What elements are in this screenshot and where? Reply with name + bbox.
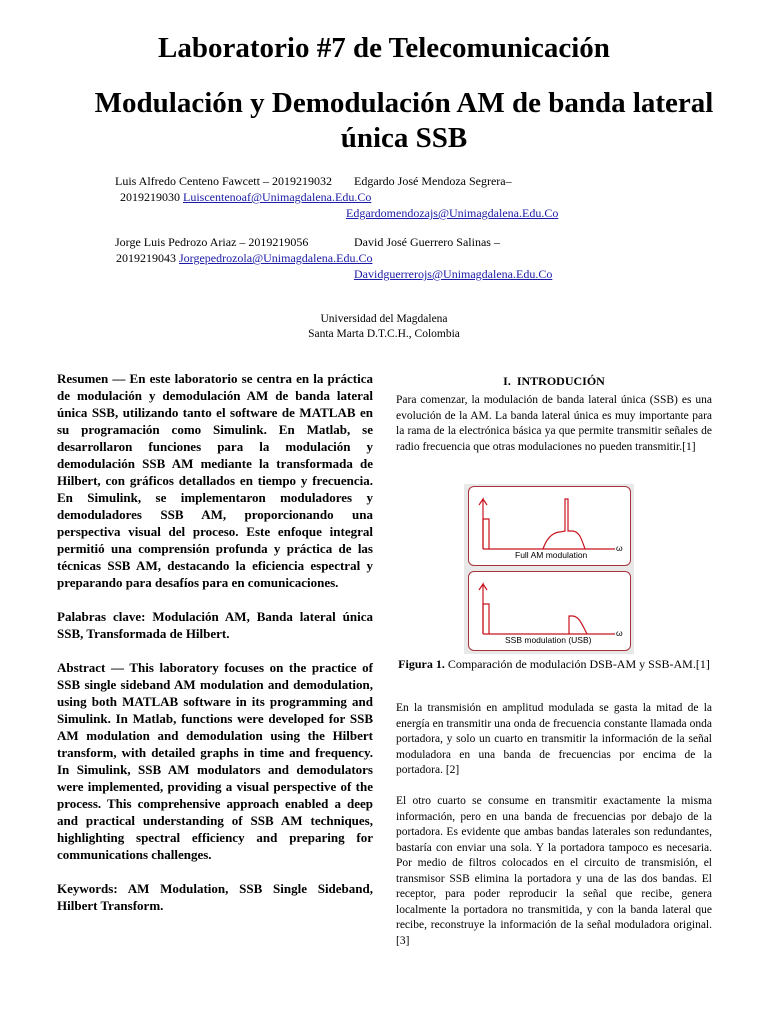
author-3-name: Jorge Luis Pedrozo Ariaz – 2019219056 xyxy=(115,235,309,249)
author-id: 2019219043 xyxy=(116,251,176,265)
author-2-email-link[interactable]: Edgardomendozajs@Unimagdalena.Edu.Co xyxy=(346,206,559,220)
affiliation-city: Santa Marta D.T.C.H., Colombia xyxy=(308,328,460,340)
figure-panel-ssb xyxy=(468,571,631,651)
intro-paragraph-2: En la transmisión en amplitud modulada se gasta la mitad de la energía en transmitir una onda de frecuencia constante llamada onda portadora, y solo un cuarto en transmitir la información de la señal moduladora en una banda de frecuencias por encima de la portadora. [2] xyxy=(396,702,712,776)
panel-1-label: Full AM modulation xyxy=(515,550,588,560)
abstract-paragraph: Abstract — This laboratory focuses on the practice of SSB single sideband AM modulation and demodulation, using both MATLAB software in its programming and Simulink. In Matlab, functions were developed for SSB AM modulation and demodulation using the Hilbert transform, with detailed graphs in time and frequency. In Simulink, SSB AM modulators and demodulators were implemented, providing a visual perspective of the process. This comprehensive approach enabled a deep and practical understanding of SSB AM techniques, highlighting spectral efficiency and preparing for communications challenges. xyxy=(57,660,373,862)
figure-caption xyxy=(396,657,712,672)
intro-paragraph-3: El otro cuarto se consume en transmitir exactamente la misma información, pero en una banda de frecuencias por debajo de la portadora. Es evidente que ambas bandas laterales son redundantes, bastaría con enviar una sola. Y la portadora tampoco es necesaria. Por medio de filtros colocados en el circuito de transmisión, el transmisor SSB elimina la portadora y una de las dos bandas. El receptor, para poder reproducir la señal que recibe, genera localmente la portadora no transmitida, y con la banda lateral que recibe, reconstruye la información de la señal moduladora original. [3] xyxy=(396,795,712,947)
omega-symbol: ω xyxy=(616,543,623,553)
figure-1 xyxy=(464,484,634,654)
author-2-name: Edgardo José Mendoza Segrera– xyxy=(354,174,512,188)
resumen-paragraph: Resumen — En este laboratorio se centra en la práctica de modulación y demodulación AM de banda lateral única SSB, utilizando tanto el software de MATLAB en su programación como Simulink. En Matlab, se desarrollaron funciones para la modulación y demodulación SSB AM mediante la transformada de Hilbert, con gráficos detallados en tiempo y frecuencia. En Simulink, se implementaron moduladores y demoduladores SSB AM, proporcionando una perspectiva visual del proceso. Este enfoque integral permitió una comprensión profunda y práctica de las técnicas SSB AM, destacando la eficiencia espectral y preparando para desafíos para en comunicaciones. xyxy=(57,371,373,590)
author-3-contact xyxy=(116,250,372,266)
section-number: I. xyxy=(503,374,511,388)
intro-paragraph-1: Para comenzar, la modulación de banda lateral única (SSB) es una evolución de la AM. La banda lateral única es muy importante para la rama de la electrónica básica ya que permite transmitir señales de radio frecuencia que otras modulaciones no pueden transmitir.[1] xyxy=(396,394,712,453)
figure-caption-label: Figura 1. xyxy=(398,657,445,671)
affiliation-university: Universidad del Magdalena xyxy=(320,313,448,325)
author-id: 2019219030 xyxy=(120,190,180,204)
omega-symbol: ω xyxy=(616,628,623,638)
author-4-name: David José Guerrero Salinas – xyxy=(354,235,500,249)
left-column xyxy=(57,370,373,931)
figure-caption-text: Comparación de modulación DSB-AM y SSB-AM.[1] xyxy=(447,657,710,671)
section-heading xyxy=(396,374,712,389)
figure-panel-full-am xyxy=(468,486,631,566)
panel-2-label: SSB modulation (USB) xyxy=(505,635,592,645)
section-title: INTRODUCIÓN xyxy=(516,374,605,388)
keywords-paragraph: Keywords: AM Modulation, SSB Single Sideband, Hilbert Transform. xyxy=(57,881,373,913)
author-1-contact xyxy=(120,189,371,205)
author-3-email-link[interactable]: Jorgepedrozola@Unimagdalena.Edu.Co xyxy=(179,251,373,265)
palabras-clave-paragraph: Palabras clave: Modulación AM, Banda lateral única SSB, Transformada de Hilbert. xyxy=(57,609,373,641)
title-line-2: Modulación y Demodulación AM de banda lateral única SSB xyxy=(94,87,714,154)
title-line-1: Laboratorio #7 de Telecomunicación xyxy=(158,32,610,64)
author-1-email-link[interactable]: Luiscentenoaf@Unimagdalena.Edu.Co xyxy=(183,190,372,204)
author-4-email-link[interactable]: Davidguerrerojs@Unimagdalena.Edu.Co xyxy=(354,267,553,281)
author-1-name: Luis Alfredo Centeno Fawcett – 2019219032 xyxy=(115,174,332,188)
